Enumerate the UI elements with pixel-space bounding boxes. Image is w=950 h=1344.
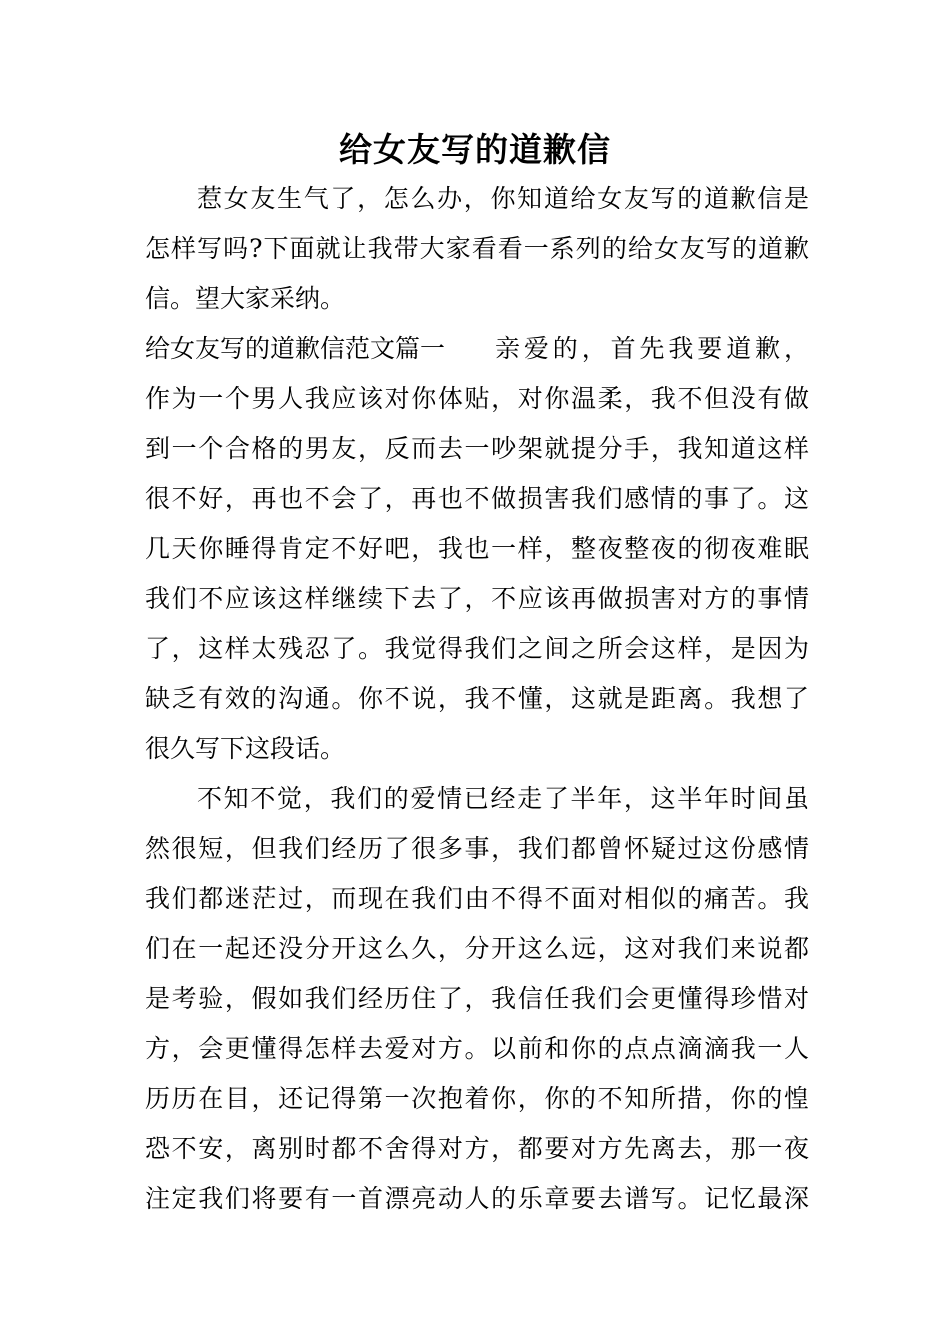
text-line: 方，会更懂得怎样去爱对方。以前和你的点点滴滴我一人 — [145, 1034, 809, 1063]
text-line: 亲爱的，首先我要道歉， — [495, 334, 809, 363]
text-line: 是考验，假如我们经历住了，我信任我们会更懂得珍惜对 — [145, 984, 809, 1013]
section-heading-line — [145, 324, 809, 374]
document-title: 给女友写的道歉信 — [339, 130, 611, 169]
text-line: 到一个合格的男友，反而去一吵架就提分手，我知道这样 — [145, 434, 809, 463]
section-heading: 给女友写的道歉信范文篇一 — [145, 334, 446, 363]
text-line: 恐不安，离别时都不舍得对方，都要对方先离去，那一夜 — [145, 1134, 809, 1163]
paragraph-2 — [145, 774, 809, 1224]
intro-paragraph — [145, 174, 809, 324]
text-line: 几天你睡得肯定不好吧，我也一样，整夜整夜的彻夜难眠 — [145, 534, 809, 563]
text-line: 了，这样太残忍了。我觉得我们之间之所会这样，是因为 — [145, 634, 809, 663]
text-line: 很不好，再也不会了，再也不做损害我们感情的事了。这 — [145, 484, 809, 513]
text-line: 惹女友生气了，怎么办，你知道给女友写的道歉信是 — [197, 184, 809, 213]
text-line: 信。望大家采纳。 — [145, 284, 346, 313]
text-line: 缺乏有效的沟通。你不说，我不懂，这就是距离。我想了 — [145, 684, 809, 713]
text-line: 作为一个男人我应该对你体贴，对你温柔，我不但没有做 — [145, 384, 809, 413]
text-line: 不知不觉，我们的爱情已经走了半年，这半年时间虽 — [197, 784, 809, 813]
text-line: 注定我们将要有一首漂亮动人的乐章要去谱写。记忆最深 — [145, 1184, 809, 1213]
text-line: 很久写下这段话。 — [145, 734, 346, 763]
text-line: 怎样写吗?下面就让我带大家看看一系列的给女友写的道歉 — [145, 234, 809, 263]
text-line: 然很短，但我们经历了很多事，我们都曾怀疑过这份感情 — [145, 834, 809, 863]
text-line: 历历在目，还记得第一次抱着你，你的不知所措，你的惶 — [145, 1084, 809, 1113]
text-line: 我们都迷茫过，而现在我们由不得不面对相似的痛苦。我 — [145, 884, 809, 913]
text-line: 我们不应该这样继续下去了，不应该再做损害对方的事情 — [145, 584, 809, 613]
document-body — [145, 174, 809, 1224]
text-line: 们在一起还没分开这么久，分开这么远，这对我们来说都 — [145, 934, 809, 963]
paragraph-1 — [145, 374, 809, 774]
